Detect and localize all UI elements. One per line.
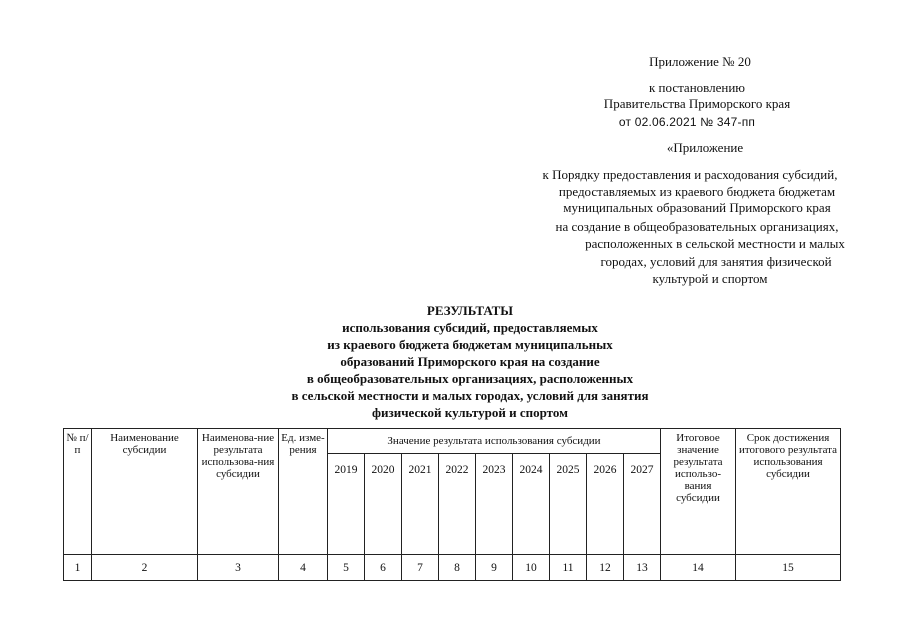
header-unit: Ед. изме-рения [279,429,328,555]
year-cell: 2019 [328,454,365,555]
year-cell: 2020 [365,454,402,555]
column-number: 15 [736,555,841,581]
column-number: 4 [279,555,328,581]
title-line: РЕЗУЛЬТАТЫ [426,303,514,318]
title-line: в сельской местности и малых городах, условий для занятия [291,388,649,403]
column-number: 7 [402,555,439,581]
year-cell: 2022 [439,454,476,555]
title-line: в общеобразовательных организациях, расположенных [306,371,634,386]
procedure-line: на создание в общеобразовательных организациях, [555,219,839,234]
year-cell: 2026 [587,454,624,555]
header-deadline: Срок достижения итогового результата использования субсидии [736,429,841,555]
procedure-line: муниципальных образований Приморского края [563,200,831,215]
annex-government: Правительства Приморского края [603,96,791,111]
procedure-line: расположенных в сельской местности и малых [585,236,845,251]
column-number: 11 [550,555,587,581]
year-cell: 2027 [624,454,661,555]
header-num: № п/п [64,429,92,555]
annex-to-resolution: к постановлению [648,80,746,95]
column-number: 3 [198,555,279,581]
procedure-line: культурой и спортом [652,271,768,286]
results-table [63,428,841,581]
column-number: 5 [328,555,365,581]
procedure-line: предоставляемых из краевого бюджета бюджетам [558,184,836,199]
title-line: физической культурой и спортом [371,405,569,420]
title-line: использования субсидий, предоставляемых [342,320,598,335]
header-subsidy-name: Наименование субсидии [92,429,198,555]
annex-date-number: от 02.06.2021 № 347-пп [618,115,756,129]
column-number: 1 [64,555,92,581]
year-cell: 2023 [476,454,513,555]
column-number: 6 [365,555,402,581]
column-number: 2 [92,555,198,581]
title-line: из краевого бюджета бюджетам муниципальных [327,337,613,352]
annex-number: Приложение № 20 [649,54,751,69]
appendix-label: «Приложение [666,140,744,155]
procedure-line: городах, условий для занятия физической [600,254,832,269]
header-result-name: Наименова-ние результата использова-ния субсидии [198,429,279,555]
column-number: 10 [513,555,550,581]
column-number: 8 [439,555,476,581]
column-number: 13 [624,555,661,581]
header-values-group: Значение результата использования субсидии [328,429,661,454]
year-cell: 2025 [550,454,587,555]
title-line: образований Приморского края на создание [340,354,600,369]
column-number: 12 [587,555,624,581]
column-numbers-row [64,555,841,581]
year-cell: 2024 [513,454,550,555]
year-cell: 2021 [402,454,439,555]
column-number: 9 [476,555,513,581]
header-row [64,429,841,454]
procedure-line: к Порядку предоставления и расходования субсидий, [542,167,838,182]
header-final-value: Итоговое значение результата использо-вания субсидии [661,429,736,555]
column-number: 14 [661,555,736,581]
